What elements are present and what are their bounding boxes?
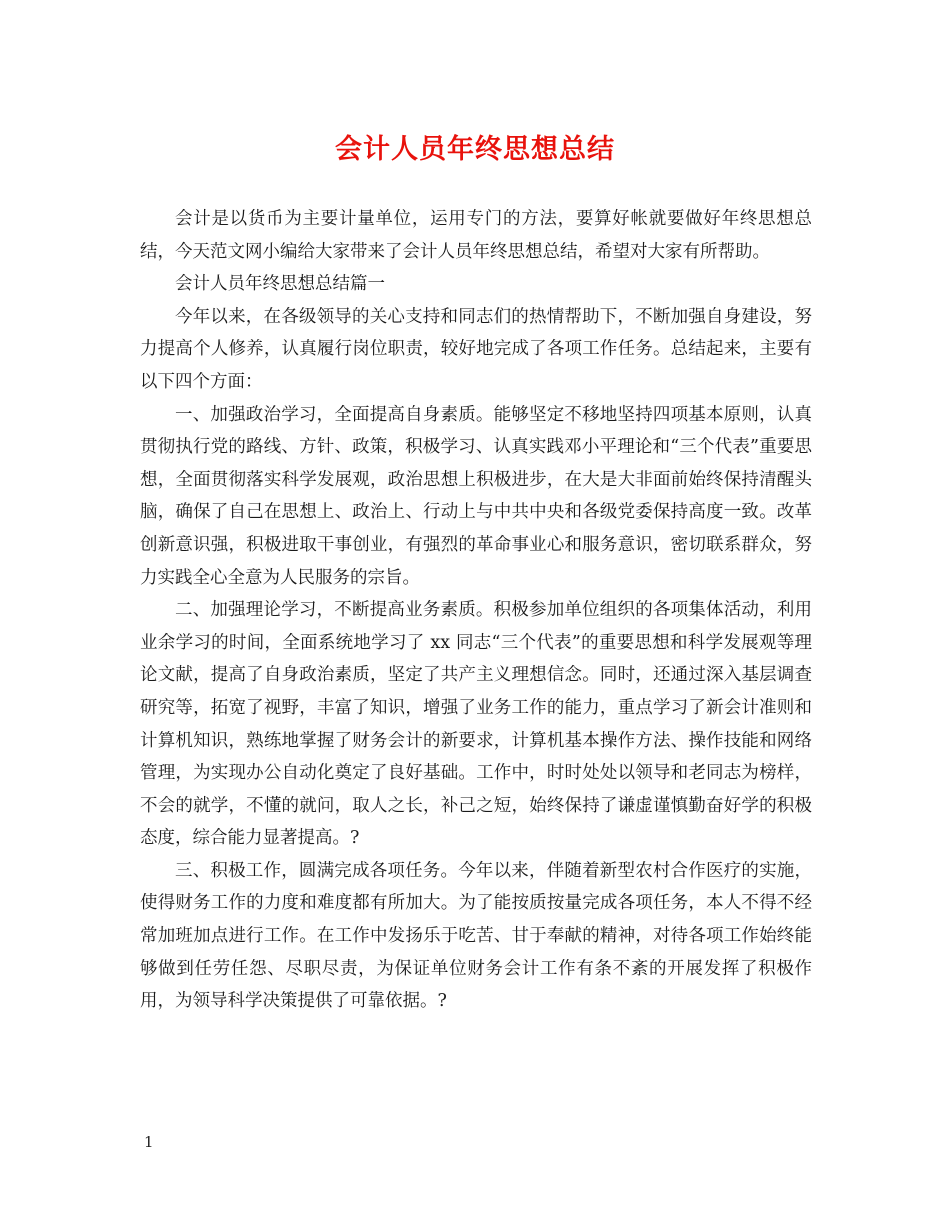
body-paragraph: 三、积极工作，圆满完成各项任务。今年以来，伴随着新型农村合作医疗的实施，使得财务工作的力度和难度都有所加大。为了能按质按量完成各项任务，本人不得不经常加班加点进行工作。在工作中发扬乐于吃苦、甘于奉献的精神，对待各项工作始终能够做到任劳任怨、尽职尽责，为保证单位财务会计工作有条不紊的开展发挥了积极作用，为领导科学决策提供了可靠依据。?	[140, 860, 812, 1012]
section-heading: 会计人员年终思想总结篇一	[175, 274, 385, 295]
page-number: 1	[144, 1133, 154, 1151]
document-title: 会计人员年终思想总结	[335, 134, 615, 165]
intro-paragraph: 会计是以货币为主要计量单位，运用专门的方法，要算好帐就要做好年终思想总结，今天范文网小编给大家带来了会计人员年终思想总结，希望对大家有所帮助。	[140, 209, 812, 262]
body-paragraph: 二、加强理论学习，不断提高业务素质。积极参加单位组织的各项集体活动，利用业余学习的时间，全面系统地学习了 xx 同志“三个代表”的重要思想和科学发展观等理论文献，提高了自身政治素质，坚定了共产主义理想信念。同时，还通过深入基层调查研究等，拓宽了视野，丰富了知识，增强了业务工作的能力，重点学习了新会计准则和计算机知识，熟练地掌握了财务会计的新要求，计算机基本操作方法、操作技能和网络管理，为实现办公自动化奠定了良好基础。工作中，时时处处以领导和老同志为榜样，不会的就学，不懂的就问，取人之长，补己之短，始终保持了谦虚谨慎勤奋好学的积极态度，综合能力显著提高。?	[140, 600, 812, 849]
body-paragraph: 今年以来，在各级领导的关心支持和同志们的热情帮助下，不断加强自身建设，努力提高个人修养，认真履行岗位职责，较好地完成了各项工作任务。总结起来，主要有以下四个方面：	[140, 306, 812, 392]
body-paragraph: 一、加强政治学习，全面提高自身素质。能够坚定不移地坚持四项基本原则，认真贯彻执行党的路线、方针、政策，积极学习、认真实践邓小平理论和“三个代表”重要思想，全面贯彻落实科学发展观，政治思想上积极进步，在大是大非面前始终保持清醒头脑，确保了自己在思想上、政治上、行动上与中共中央和各级党委保持高度一致。改革创新意识强，积极进取干事创业，有强烈的革命事业心和服务意识，密切联系群众，努力实践全心全意为人民服务的宗旨。	[140, 404, 812, 588]
document-body	[140, 203, 812, 1018]
